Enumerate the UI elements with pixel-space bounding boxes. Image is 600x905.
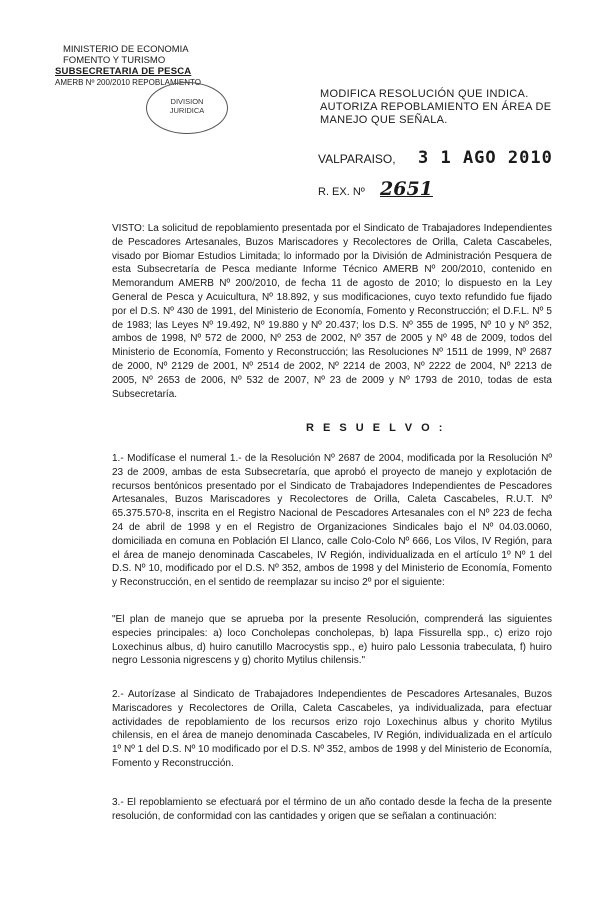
subsecretaria: SUBSECRETARIA DE PESCA	[55, 66, 192, 77]
item-2-text: 2.- Autorízase al Sindicato de Trabajadores Independientes de Pescadores Artesanales, Buzos Mariscadores y Recolectores de Orilla, Caleta Cascabeles, ya individualizada, para efectuar actividades de repoblamiento de los recursos erizo rojo Loxechinus albus y chorito Mytilus chilensis, en el área de manejo denominada Cascabeles, IV Región, individualizada en el artículo 1º Nº 1 del D.S. Nº 10 modificado por el D.S. Nº 352, ambos de 1998 y del Ministerio de Economía, Fomento y Reconstrucción.	[112, 689, 552, 769]
resolution-label: R. EX. Nº	[318, 186, 365, 198]
item-1-text: 1.- Modifícase el numeral 1.- de la Resolución Nº 2687 de 2004, modificada por la Resolución Nº 23 de 2009, ambas de esta Subsecretaría, que aprobó el proyecto de manejo y explotación de recursos bentónicos presentado por el Sindicato de Trabajadores Independientes de Pescadores Artesanales, Buzos Mariscadores y Recolectores de Orilla, Caleta Cascabeles, R.U.T. Nº 65.375.570-8, inscrita en el Registro Nacional de Pescadores Artesanales con el Nº 223 de fecha 24 de abril de 1998 y en el Registro de Organizaciones Sindicales bajo el Nº 04.03.0060, domiciliada en comuna en Población El Llanco, calle Colo-Colo Nº 666, Los Vilos, IV Región, para el área de manejo denominada Cascabeles, IV Región, individualizada en el artículo 1º Nº 1 del D.S. Nº 10, modificado por el D.S. Nº 352, ambos de 1998 y del Ministerio de Economía, Fomento y Reconstrucción, en el sentido de reemplazar su inciso 2º por el siguiente:	[112, 453, 552, 589]
ministry-line2: FOMENTO Y TURISMO	[63, 55, 166, 66]
visto-text: VISTO: La solicitud de repoblamiento presentada por el Sindicato de Trabajadores Independientes de Pescadores Artesanales, Buzos Mariscadores y Recolectores de Orilla, Caleta Cascabeles, visado por Biomar Estudios Limitada; lo informado por la División de Administración Pesquera de esta Subsecretaría de Pesca mediante Informe Técnico AMERB Nº 200/2010, contenido en Memorandum AMERB Nº 200/2010, de fecha 11 de agosto de 2010; lo dispuesto en la Ley General de Pesca y Acuicultura, Nº 18.892, y sus modificaciones, cuyo texto refundido fue fijado por el D.S. Nº 430 de 1991, del Ministerio de Economía, Fomento y Reconstrucción; el D.F.L. Nº 5 de 1983; las Leyes Nº 19.492, Nº 19.880 y Nº 20.437; los D.S. Nº 355 de 1995, Nº 10 y Nº 352, ambos de 1998, Nº 572 de 2000, Nº 253 de 2002, Nº 357 de 2005 y Nº 48 de 2009, todos del Ministerio de Economía, Fomento y Reconstrucción; las Resoluciones Nº 1511 de 1999, Nº 2687 de 2000, Nº 2129 de 2001, Nº 2514 de 2002, Nº 2214 de 2003, Nº 2222 de 2004, Nº 2213 de 2005, Nº 2653 de 2006, Nº 532 de 2007, Nº 23 de 2009 y Nº 1793 de 2010, todas de esta Subsecretaría.	[112, 223, 552, 400]
ministry-line1: MINISTERIO DE ECONOMIA	[63, 44, 189, 55]
item-3-text: 3.- El repoblamiento se efectuará por el término de un año contado desde la fecha de la presente resolución, de conformidad con las cantidades y origen que se señalan a continuación:	[112, 797, 552, 822]
division-juridica-stamp	[146, 82, 228, 134]
date-stamp: 3 1 AGO 2010	[418, 148, 553, 168]
item-3-paragraph	[112, 796, 552, 824]
stamp-line2: JURIDICA	[169, 106, 205, 115]
document-title: MODIFICA RESOLUCIÓN QUE INDICA. AUTORIZA REPOBLAMIENTO EN ÁREA DE MANEJO QUE SEÑALA.	[320, 88, 552, 126]
resuelvo-heading: R E S U E L V O :	[306, 422, 446, 434]
quote-paragraph	[112, 613, 552, 668]
item-1-paragraph	[112, 452, 552, 590]
place: VALPARAISO,	[318, 152, 396, 166]
quote-text: "El plan de manejo que se aprueba por la presente Resolución, comprenderá las siguientes especies principales: a) loco Concholepas concholepas, b) lapa Fissurella spp., c) erizo rojo Loxechinus albus, d) huiro canutillo Macrocystis spp., e) huiro palo Lessonia trabeculata, f) huiro negro Lessonia nigrescens y g) chorito Mytilus chilensis."	[112, 614, 552, 667]
memo-reference: AMERB Nº 200/2010 REPOBLAMIENTO	[55, 78, 201, 87]
stamp-line1: DIVISION	[170, 97, 204, 106]
item-2-paragraph	[112, 688, 552, 771]
resolution-number: 2651	[380, 178, 433, 200]
visto-paragraph	[112, 222, 552, 401]
